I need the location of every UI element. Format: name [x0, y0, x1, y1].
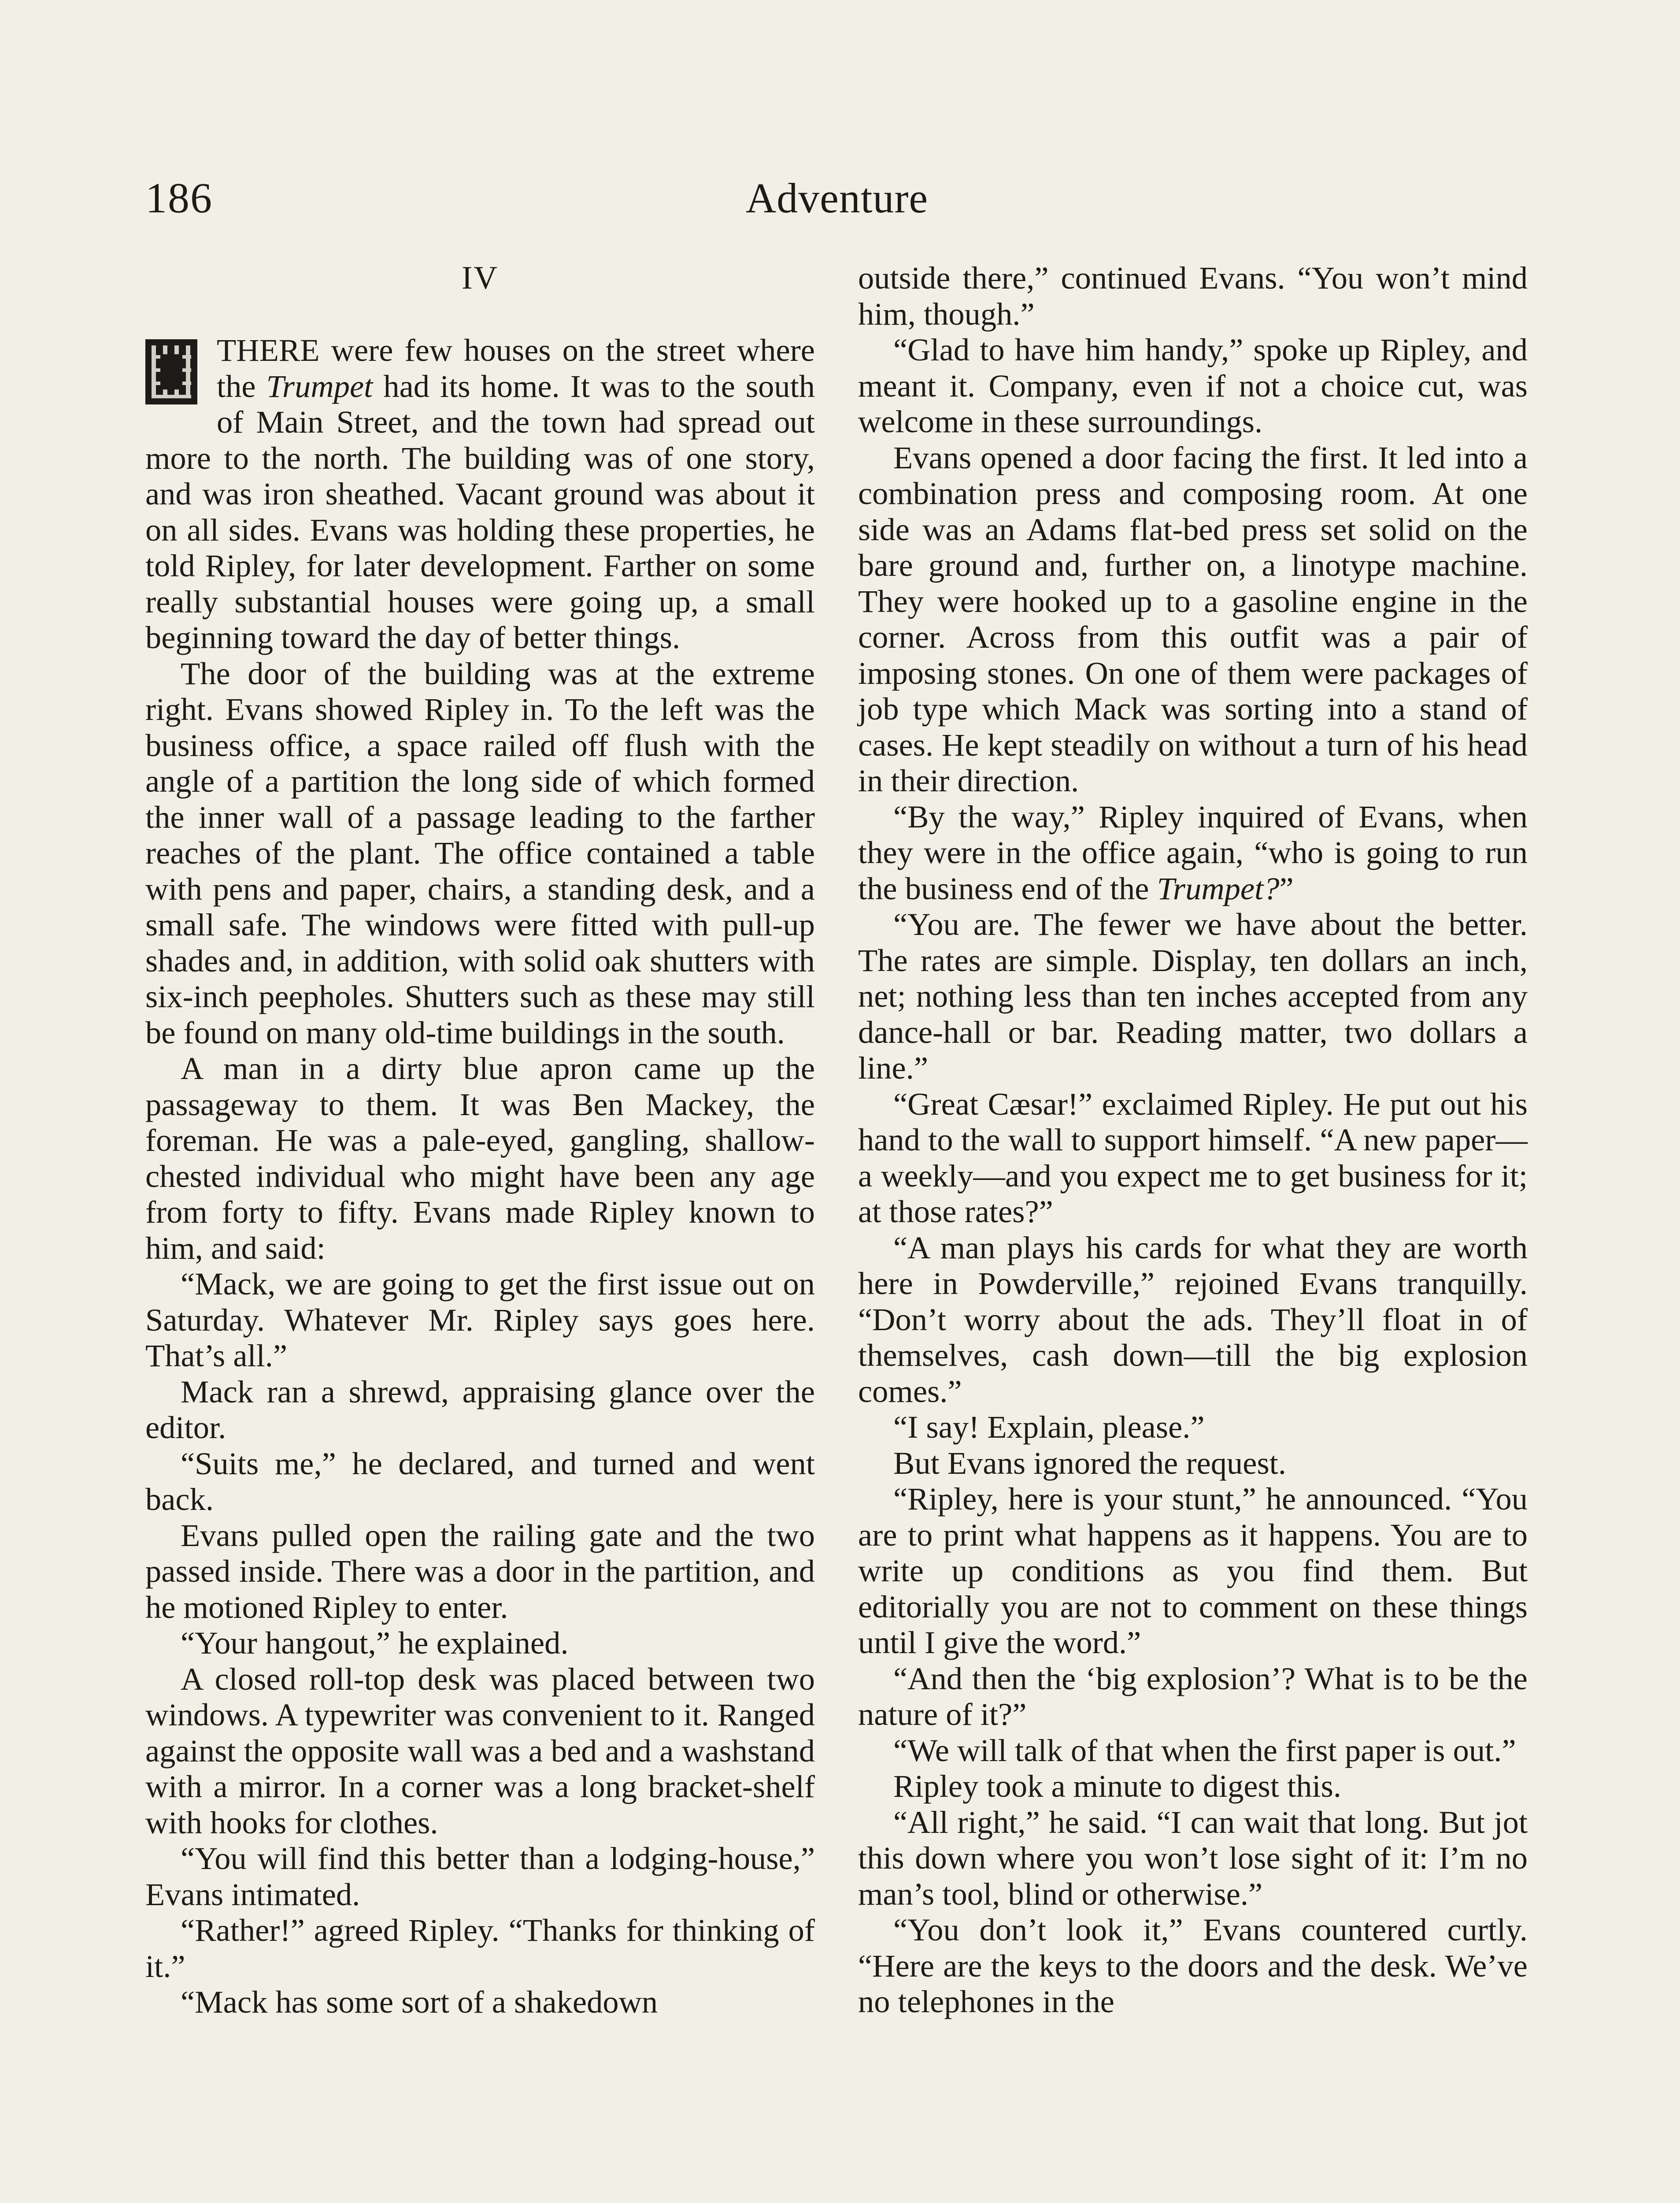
- paragraph: Mack ran a shrewd, appraising glance over the editor.: [145, 1373, 815, 1445]
- paragraph-text: THERE were few houses on the street where the: [217, 332, 815, 404]
- paragraph: “Great Cæsar!” exclaimed Ripley. He put out his hand to the wall to support himself. “A new paper—a weekly—and you expect me to get business for it; at those rates?”: [858, 1086, 1528, 1229]
- paragraph: “Your hangout,” he explained.: [181, 1625, 569, 1661]
- newspaper-name: Trumpet: [266, 368, 373, 404]
- paragraph: A man in a dirty blue apron came up the passageway to them. It was Ben Mackey, the foreman. He was a pale-eyed, gangling, shallow-chested individual who might have been any age from forty to fifty. Evans made Ripley known to him, and said:: [145, 1050, 815, 1266]
- paragraph: “All right,” he said. “I can wait that long. But jot this down where you won’t lose sight of it: I’m no man’s tool, blind or otherwise.”: [858, 1804, 1528, 1912]
- paragraph: “We will talk of that when the first paper is out.”: [893, 1732, 1516, 1768]
- page-header: [145, 167, 1528, 229]
- paragraph: “You are. The fewer we have about the better. The rates are simple. Display, ten dollars an inch, net; nothing less than ten inches accepted from any dance-hall or bar. Reading matter, two dollars a line.”: [858, 906, 1528, 1086]
- paragraph: “Mack has some sort of a shakedown: [181, 1984, 658, 2020]
- paragraph: Ripley took a minute to digest this.: [893, 1768, 1341, 1804]
- paragraph-text: ”: [1279, 870, 1294, 906]
- paragraph: A closed roll-top desk was placed between two windows. A typewriter was convenient to it. Ranged against the opposite wall was a bed and a washstand with a mirror. In a corner was a long bracket-shelf with hooks for clothes.: [145, 1661, 815, 1840]
- paragraph: The door of the building was at the extreme right. Evans showed Ripley in. To the left was the business office, a space railed off flush with the angle of a partition the long side of which formed the inner wall of a passage leading to the farther reaches of the plant. The office contained a table with pens and paper, chairs, a standing desk, and a small safe. The windows were fitted with pull-up shades and, in addition, with solid oak shutters with six-inch peepholes. Shutters such as these may still be found on many old-time buildings in the south.: [145, 655, 815, 1050]
- paragraph: [145, 332, 815, 656]
- right-column-text: [858, 260, 1528, 2020]
- paragraph: “You will find this better than a lodging-house,” Evans intimated.: [145, 1840, 815, 1912]
- newspaper-name: Trumpet?: [1157, 870, 1280, 906]
- right-column: [858, 260, 1528, 2020]
- paragraph: “Ripley, here is your stunt,” he announced. “You are to print what happens as it happens. You are to write up conditions as you find them. But editorially you are not to comment on these things until I give the word.”: [858, 1481, 1528, 1660]
- paragraph: “Suits me,” he declared, and turned and went back.: [145, 1445, 815, 1517]
- paragraph-text: “By the way,” Ripley inquired of Evans, when they were in the office again, “who is going to run the business end of the: [858, 798, 1528, 906]
- section-numeral: IV: [461, 260, 499, 296]
- paragraph: [858, 799, 1528, 907]
- paragraph: Evans pulled open the railing gate and the two passed inside. There was a door in the partition, and he motioned Ripley to enter.: [145, 1517, 815, 1625]
- left-column: [145, 260, 815, 2020]
- paragraph: “And then the ‘big explosion’? What is to be the nature of it?”: [858, 1660, 1528, 1732]
- paragraph: “A man plays his cards for what they are worth here in Powderville,” rejoined Evans tranquilly. “Don’t worry about the ads. They’ll float in of themselves, cash down—till the big explosion comes.”: [858, 1229, 1528, 1409]
- page-number: 186: [145, 174, 213, 222]
- paragraph: “Glad to have him handy,” spoke up Ripley, and meant it. Company, even if not a choice cut, was welcome in these surroundings.: [858, 332, 1528, 439]
- paragraph: “I say! Explain, please.”: [893, 1409, 1205, 1445]
- paragraph: “You don’t look it,” Evans countered curtly. “Here are the keys to the doors and the desk. We’ve no telephones in the: [858, 1912, 1528, 2019]
- paragraph: “Rather!” agreed Ripley. “Thanks for thinking of it.”: [145, 1912, 815, 1984]
- paragraph: Evans opened a door facing the first. It led into a combination press and composing room. At one side was an Adams flat-bed press set solid on the bare ground and, further on, a linotype machine. They were hooked up to a gasoline engine in the corner. Across from this outfit was a pair of imposing stones. On one of them were packages of job type which Mack was sorting into a stand of cases. He kept steadily on without a turn of his head in their direction.: [858, 439, 1528, 798]
- paragraph: But Evans ignored the request.: [893, 1445, 1286, 1481]
- paragraph: “Mack, we are going to get the first issue out on Saturday. Whatever Mr. Ripley says goes here. That’s all.”: [145, 1266, 815, 1373]
- ornamental-drop-cap-icon: [145, 339, 197, 404]
- paragraph-text: had its home. It was to the south of Main Street, and the town had spread out more to the north. The building was of one story, and was iron sheathed. Vacant ground was about it on all sides. Evans was holding these properties, he told Ripley, for later development. Farther on some really substantial houses were going up, a small beginning toward the day of better things.: [145, 368, 815, 655]
- running-title: Adventure: [745, 174, 929, 222]
- left-column-text: [145, 332, 815, 2020]
- paragraph: outside there,” continued Evans. “You won’t mind him, though.”: [858, 260, 1528, 332]
